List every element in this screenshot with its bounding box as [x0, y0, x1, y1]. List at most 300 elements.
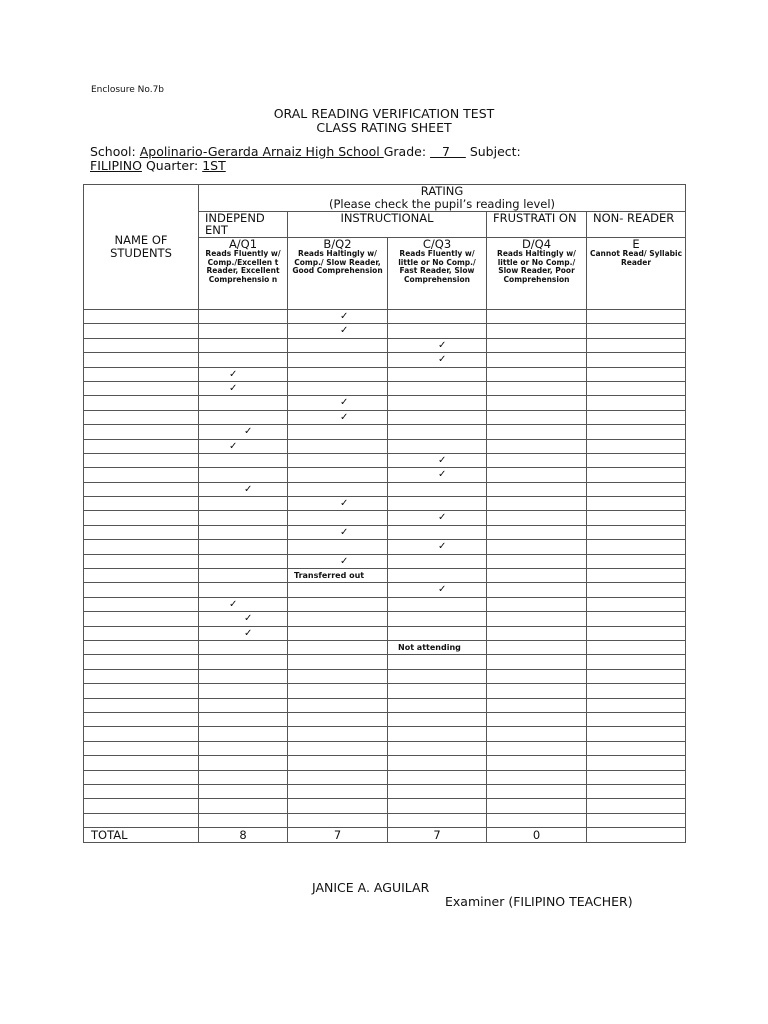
- column-c-q3: C/Q3 Reads Fluently w/ little or No Comp./ Fast Reader, Slow Comprehension: [388, 238, 487, 310]
- rating-cell[interactable]: [487, 511, 587, 525]
- rating-cell[interactable]: [199, 640, 288, 654]
- rating-cell[interactable]: [487, 640, 587, 654]
- school-grade-line: [90, 144, 521, 159]
- rating-cell[interactable]: [288, 813, 388, 827]
- rating-cell[interactable]: [199, 569, 288, 583]
- table-row: [84, 612, 686, 626]
- rating-table: [83, 184, 686, 843]
- student-name-cell[interactable]: [84, 583, 199, 597]
- student-name-cell[interactable]: [84, 468, 199, 482]
- rating-cell[interactable]: [199, 525, 288, 539]
- table-row: [84, 799, 686, 813]
- check-mark: ✓: [244, 627, 253, 639]
- rating-cell[interactable]: [288, 727, 388, 741]
- table-row: [84, 367, 686, 381]
- rating-cell[interactable]: [388, 425, 487, 439]
- rating-cell[interactable]: [487, 525, 587, 539]
- rating-cell[interactable]: [587, 655, 686, 669]
- rating-cell[interactable]: [288, 569, 388, 583]
- rating-cell[interactable]: [199, 813, 288, 827]
- rating-cell[interactable]: [199, 324, 288, 338]
- rating-cell[interactable]: [288, 367, 388, 381]
- student-name-cell[interactable]: [84, 756, 199, 770]
- rating-cell[interactable]: [288, 698, 388, 712]
- rating-cell[interactable]: [587, 669, 686, 683]
- table-row: [84, 310, 686, 324]
- rating-cell[interactable]: [587, 612, 686, 626]
- student-name-cell[interactable]: [84, 525, 199, 539]
- check-mark: ✓: [229, 368, 238, 380]
- rating-cell[interactable]: [388, 396, 487, 410]
- rating-cell[interactable]: [199, 497, 288, 511]
- subject-quarter-line: [90, 158, 226, 173]
- rating-cell[interactable]: [587, 338, 686, 352]
- check-mark: ✓: [438, 339, 447, 351]
- rating-cell[interactable]: [388, 799, 487, 813]
- rating-cell[interactable]: [388, 741, 487, 755]
- table-row: [84, 756, 686, 770]
- rating-cell[interactable]: [487, 626, 587, 640]
- rating-cell[interactable]: [388, 784, 487, 798]
- rating-cell[interactable]: [199, 396, 288, 410]
- rating-cell[interactable]: [288, 669, 388, 683]
- enclosure-label: Enclosure No.7b: [91, 85, 165, 95]
- student-name-cell[interactable]: [84, 554, 199, 568]
- document-title: ORAL READING VERIFICATION TEST: [273, 106, 495, 121]
- rating-cell[interactable]: [199, 540, 288, 554]
- student-name-cell[interactable]: [84, 813, 199, 827]
- rating-cell[interactable]: [388, 554, 487, 568]
- rating-cell[interactable]: [288, 540, 388, 554]
- table-row: [84, 655, 686, 669]
- rating-cell[interactable]: [587, 756, 686, 770]
- rating-cell[interactable]: [587, 367, 686, 381]
- table-row: [84, 712, 686, 726]
- student-name-cell[interactable]: [84, 324, 199, 338]
- table-row: [84, 698, 686, 712]
- student-name-cell[interactable]: [84, 640, 199, 654]
- check-mark: ✓: [438, 541, 447, 553]
- rating-cell[interactable]: [288, 756, 388, 770]
- rating-cell[interactable]: [288, 468, 388, 482]
- rating-cell[interactable]: [199, 669, 288, 683]
- check-mark: ✓: [340, 498, 349, 510]
- rating-cell[interactable]: [288, 324, 388, 338]
- student-name-cell[interactable]: [84, 540, 199, 554]
- rating-note: (Please check the pupil’s reading level): [328, 197, 556, 211]
- student-name-cell[interactable]: [84, 381, 199, 395]
- rating-cell[interactable]: [288, 511, 388, 525]
- rating-cell[interactable]: [388, 698, 487, 712]
- rating-cell[interactable]: [288, 482, 388, 496]
- rating-cell[interactable]: [587, 453, 686, 467]
- rating-cell[interactable]: [199, 799, 288, 813]
- rating-cell[interactable]: [487, 684, 587, 698]
- rating-cell[interactable]: [288, 396, 388, 410]
- level-frustration: FRUSTRATI ON: [487, 212, 587, 238]
- rating-cell[interactable]: [487, 569, 587, 583]
- rating-cell[interactable]: [388, 770, 487, 784]
- rating-cell[interactable]: [487, 453, 587, 467]
- rating-cell[interactable]: [199, 482, 288, 496]
- rating-cell[interactable]: [288, 353, 388, 367]
- rating-cell[interactable]: [288, 770, 388, 784]
- rating-cell[interactable]: [587, 799, 686, 813]
- rating-cell[interactable]: [587, 381, 686, 395]
- rating-cell[interactable]: [288, 453, 388, 467]
- rating-cell[interactable]: [199, 698, 288, 712]
- table-row: [84, 324, 686, 338]
- rating-cell[interactable]: [199, 439, 288, 453]
- student-name-cell[interactable]: [84, 497, 199, 511]
- rating-cell[interactable]: [288, 655, 388, 669]
- rating-cell[interactable]: [487, 669, 587, 683]
- rating-cell[interactable]: [388, 453, 487, 467]
- rating-cell[interactable]: [199, 756, 288, 770]
- rating-cell[interactable]: [388, 482, 487, 496]
- rating-cell[interactable]: [199, 597, 288, 611]
- rating-cell[interactable]: [388, 410, 487, 424]
- rating-cell[interactable]: [487, 813, 587, 827]
- total-b: 7: [288, 828, 388, 843]
- rating-cell[interactable]: [487, 756, 587, 770]
- rating-cell[interactable]: [587, 554, 686, 568]
- student-name-cell[interactable]: [84, 310, 199, 324]
- rating-cell[interactable]: [487, 381, 587, 395]
- level-instructional: INSTRUCTIONAL: [288, 212, 487, 238]
- rating-cell[interactable]: [288, 684, 388, 698]
- rating-cell[interactable]: [388, 640, 487, 654]
- student-name-cell[interactable]: [84, 655, 199, 669]
- rating-cell[interactable]: [199, 453, 288, 467]
- check-mark: ✓: [340, 397, 349, 409]
- rating-cell[interactable]: [388, 310, 487, 324]
- rating-cell[interactable]: [587, 626, 686, 640]
- check-mark: ✓: [438, 354, 447, 366]
- table-row: [84, 396, 686, 410]
- rating-cell[interactable]: [487, 353, 587, 367]
- check-mark: ✓: [244, 483, 253, 495]
- rating-cell[interactable]: [199, 468, 288, 482]
- student-name-cell[interactable]: [84, 367, 199, 381]
- check-mark: ✓: [229, 382, 238, 394]
- rating-cell[interactable]: [199, 338, 288, 352]
- rating-cell[interactable]: [288, 410, 388, 424]
- check-mark: ✓: [229, 598, 238, 610]
- rating-cell[interactable]: [487, 741, 587, 755]
- school-label: School:: [90, 144, 136, 159]
- rating-cell[interactable]: [199, 410, 288, 424]
- rating-cell[interactable]: [288, 597, 388, 611]
- rating-cell[interactable]: [288, 741, 388, 755]
- student-name-cell[interactable]: [84, 569, 199, 583]
- rating-cell[interactable]: [487, 597, 587, 611]
- subject-value: FILIPINO: [90, 158, 142, 173]
- table-row: [84, 453, 686, 467]
- rating-cell[interactable]: [487, 324, 587, 338]
- rating-cell[interactable]: [587, 439, 686, 453]
- student-name-cell[interactable]: [84, 482, 199, 496]
- rating-cell[interactable]: [587, 324, 686, 338]
- rating-cell[interactable]: [388, 626, 487, 640]
- table-row: [84, 425, 686, 439]
- total-c: 7: [388, 828, 487, 843]
- table-row: [84, 381, 686, 395]
- rating-cell[interactable]: [288, 310, 388, 324]
- rating-cell[interactable]: [199, 583, 288, 597]
- rating-cell[interactable]: [388, 684, 487, 698]
- rating-cell[interactable]: [199, 310, 288, 324]
- name-of-students-header: NAME OF STUDENTS: [84, 185, 199, 310]
- rating-cell[interactable]: [288, 338, 388, 352]
- rating-cell[interactable]: [587, 396, 686, 410]
- level-independent: INDEPEND ENT: [199, 212, 288, 238]
- rating-cell[interactable]: [388, 655, 487, 669]
- check-mark: ✓: [340, 325, 349, 337]
- student-name-cell[interactable]: [84, 612, 199, 626]
- rating-cell[interactable]: [587, 511, 686, 525]
- rating-cell[interactable]: [487, 698, 587, 712]
- rating-cell[interactable]: [388, 813, 487, 827]
- rating-cell[interactable]: [288, 425, 388, 439]
- rating-cell[interactable]: [199, 684, 288, 698]
- student-name-cell[interactable]: [84, 770, 199, 784]
- rating-cell[interactable]: [487, 425, 587, 439]
- check-mark: ✓: [244, 426, 253, 438]
- rating-cell[interactable]: [487, 540, 587, 554]
- rating-cell[interactable]: [487, 655, 587, 669]
- rating-cell[interactable]: [587, 482, 686, 496]
- rating-cell[interactable]: [587, 597, 686, 611]
- rating-cell[interactable]: [487, 583, 587, 597]
- subject-label: Subject:: [469, 144, 521, 159]
- rating-cell[interactable]: [587, 468, 686, 482]
- rating-cell[interactable]: [587, 770, 686, 784]
- rating-cell[interactable]: [487, 554, 587, 568]
- table-row: [84, 511, 686, 525]
- table-row: [84, 669, 686, 683]
- student-name-cell[interactable]: [84, 727, 199, 741]
- check-mark: ✓: [340, 311, 349, 322]
- table-row: [84, 482, 686, 496]
- rating-cell[interactable]: [388, 540, 487, 554]
- rating-cell[interactable]: [388, 511, 487, 525]
- rating-cell[interactable]: [199, 741, 288, 755]
- school-value: Apolinario-Gerarda Arnaiz High School: [139, 144, 384, 159]
- rating-cell[interactable]: [199, 554, 288, 568]
- rating-cell[interactable]: [199, 367, 288, 381]
- student-name-cell[interactable]: [84, 741, 199, 755]
- rating-cell[interactable]: [487, 612, 587, 626]
- student-name-cell[interactable]: [84, 511, 199, 525]
- rating-cell[interactable]: [388, 669, 487, 683]
- check-mark: ✓: [340, 555, 349, 567]
- rating-cell[interactable]: [388, 712, 487, 726]
- rating-cell[interactable]: [199, 655, 288, 669]
- rating-cell[interactable]: [388, 381, 487, 395]
- check-mark: ✓: [438, 584, 447, 596]
- rating-cell[interactable]: [388, 468, 487, 482]
- table-row: [84, 410, 686, 424]
- rating-cell[interactable]: [587, 684, 686, 698]
- table-row: [84, 554, 686, 568]
- student-name-cell[interactable]: [84, 453, 199, 467]
- rating-cell[interactable]: [587, 640, 686, 654]
- rating-cell[interactable]: [587, 540, 686, 554]
- table-row: [84, 540, 686, 554]
- rating-cell[interactable]: [587, 525, 686, 539]
- student-name-cell[interactable]: [84, 353, 199, 367]
- rating-header: [199, 185, 686, 212]
- rating-cell[interactable]: [388, 497, 487, 511]
- rating-cell[interactable]: [487, 770, 587, 784]
- rating-cell[interactable]: [199, 712, 288, 726]
- check-mark: ✓: [438, 512, 447, 524]
- rating-cell[interactable]: [487, 468, 587, 482]
- rating-cell[interactable]: [388, 612, 487, 626]
- rating-cell[interactable]: [199, 770, 288, 784]
- rating-cell[interactable]: [288, 554, 388, 568]
- rating-cell[interactable]: [587, 410, 686, 424]
- table-row: [84, 727, 686, 741]
- rating-cell[interactable]: [199, 353, 288, 367]
- rating-cell[interactable]: [587, 698, 686, 712]
- examiner-role: Examiner (FILIPINO TEACHER): [445, 894, 633, 909]
- rating-cell[interactable]: [587, 741, 686, 755]
- rating-cell[interactable]: [199, 511, 288, 525]
- rating-cell[interactable]: [587, 497, 686, 511]
- rating-cell[interactable]: [199, 784, 288, 798]
- rating-cell[interactable]: [388, 353, 487, 367]
- rating-cell[interactable]: [288, 784, 388, 798]
- rating-cell[interactable]: [288, 497, 388, 511]
- rating-cell[interactable]: [487, 712, 587, 726]
- student-name-cell[interactable]: [84, 684, 199, 698]
- row-note: Transferred out: [294, 571, 365, 581]
- rating-cell[interactable]: [587, 813, 686, 827]
- rating-cell[interactable]: [587, 569, 686, 583]
- rating-cell[interactable]: [587, 712, 686, 726]
- row-note: Not attending: [398, 642, 461, 652]
- rating-cell[interactable]: [587, 727, 686, 741]
- rating-cell[interactable]: [388, 525, 487, 539]
- check-mark: ✓: [229, 440, 238, 452]
- rating-cell[interactable]: [288, 712, 388, 726]
- rating-cell[interactable]: [388, 583, 487, 597]
- table-row: [84, 468, 686, 482]
- check-mark: ✓: [340, 526, 349, 538]
- check-mark: ✓: [244, 613, 253, 625]
- rating-cell[interactable]: [199, 612, 288, 626]
- student-name-cell[interactable]: [84, 712, 199, 726]
- rating-cell[interactable]: [487, 799, 587, 813]
- rating-cell[interactable]: [288, 583, 388, 597]
- rating-cell[interactable]: [587, 784, 686, 798]
- rating-cell[interactable]: [199, 727, 288, 741]
- student-name-cell[interactable]: [84, 698, 199, 712]
- rating-cell[interactable]: [388, 756, 487, 770]
- rating-cell[interactable]: [288, 626, 388, 640]
- rating-cell[interactable]: [388, 367, 487, 381]
- examiner-name: JANICE A. AGUILAR: [312, 880, 430, 895]
- student-name-cell[interactable]: [84, 784, 199, 798]
- rating-cell[interactable]: [388, 338, 487, 352]
- student-name-cell[interactable]: [84, 425, 199, 439]
- table-row: [84, 439, 686, 453]
- table-row: [84, 640, 686, 654]
- student-name-cell[interactable]: [84, 439, 199, 453]
- quarter-value: 1ST: [202, 158, 226, 173]
- rating-cell[interactable]: [587, 425, 686, 439]
- table-row: [84, 353, 686, 367]
- rating-cell[interactable]: [388, 324, 487, 338]
- rating-cell[interactable]: [487, 367, 587, 381]
- level-nonreader: NON- READER: [587, 212, 686, 238]
- rating-cell[interactable]: [388, 727, 487, 741]
- rating-cell[interactable]: [199, 381, 288, 395]
- table-row: [84, 813, 686, 827]
- grade-label: Grade:: [383, 144, 427, 159]
- table-row: [84, 583, 686, 597]
- student-name-cell[interactable]: [84, 626, 199, 640]
- rating-cell[interactable]: [388, 439, 487, 453]
- student-name-cell[interactable]: [84, 669, 199, 683]
- document-subtitle: CLASS RATING SHEET: [316, 120, 452, 135]
- column-a-q1: A/Q1 Reads Fluently w/ Comp./Excellen t Reader, Excellent Comprehensio n: [199, 238, 288, 310]
- total-label: TOTAL: [84, 828, 199, 843]
- rating-cell[interactable]: [487, 396, 587, 410]
- student-name-cell[interactable]: [84, 338, 199, 352]
- total-row: [84, 828, 686, 843]
- student-name-cell[interactable]: [84, 410, 199, 424]
- rating-cell[interactable]: [388, 569, 487, 583]
- rating-cell[interactable]: [288, 799, 388, 813]
- rating-cell[interactable]: [288, 381, 388, 395]
- rating-cell[interactable]: [487, 727, 587, 741]
- rating-cell[interactable]: [487, 497, 587, 511]
- table-row: [84, 525, 686, 539]
- grade-value: 7: [430, 144, 466, 159]
- rating-cell[interactable]: [199, 425, 288, 439]
- rating-cell[interactable]: [288, 439, 388, 453]
- table-row: [84, 338, 686, 352]
- rating-cell[interactable]: [388, 597, 487, 611]
- student-name-cell[interactable]: [84, 597, 199, 611]
- rating-cell[interactable]: [487, 784, 587, 798]
- rating-cell[interactable]: [587, 353, 686, 367]
- total-a: 8: [199, 828, 288, 843]
- rating-cell[interactable]: [487, 482, 587, 496]
- check-mark: ✓: [438, 454, 447, 466]
- rating-cell[interactable]: [288, 640, 388, 654]
- rating-cell[interactable]: [587, 310, 686, 324]
- check-mark: ✓: [340, 411, 349, 423]
- rating-cell[interactable]: [487, 310, 587, 324]
- student-name-cell[interactable]: [84, 396, 199, 410]
- rating-cell[interactable]: [487, 410, 587, 424]
- rating-cell[interactable]: [587, 583, 686, 597]
- rating-cell[interactable]: [487, 338, 587, 352]
- column-b-q2: B/Q2 Reads Haltingly w/ Comp./ Slow Reader, Good Comprehension: [288, 238, 388, 310]
- rating-cell[interactable]: [288, 612, 388, 626]
- table-row: [84, 626, 686, 640]
- rating-cell[interactable]: [487, 439, 587, 453]
- table-row: [84, 784, 686, 798]
- student-name-cell[interactable]: [84, 799, 199, 813]
- quarter-label: Quarter:: [145, 158, 199, 173]
- rating-cell[interactable]: [288, 525, 388, 539]
- rating-cell[interactable]: [199, 626, 288, 640]
